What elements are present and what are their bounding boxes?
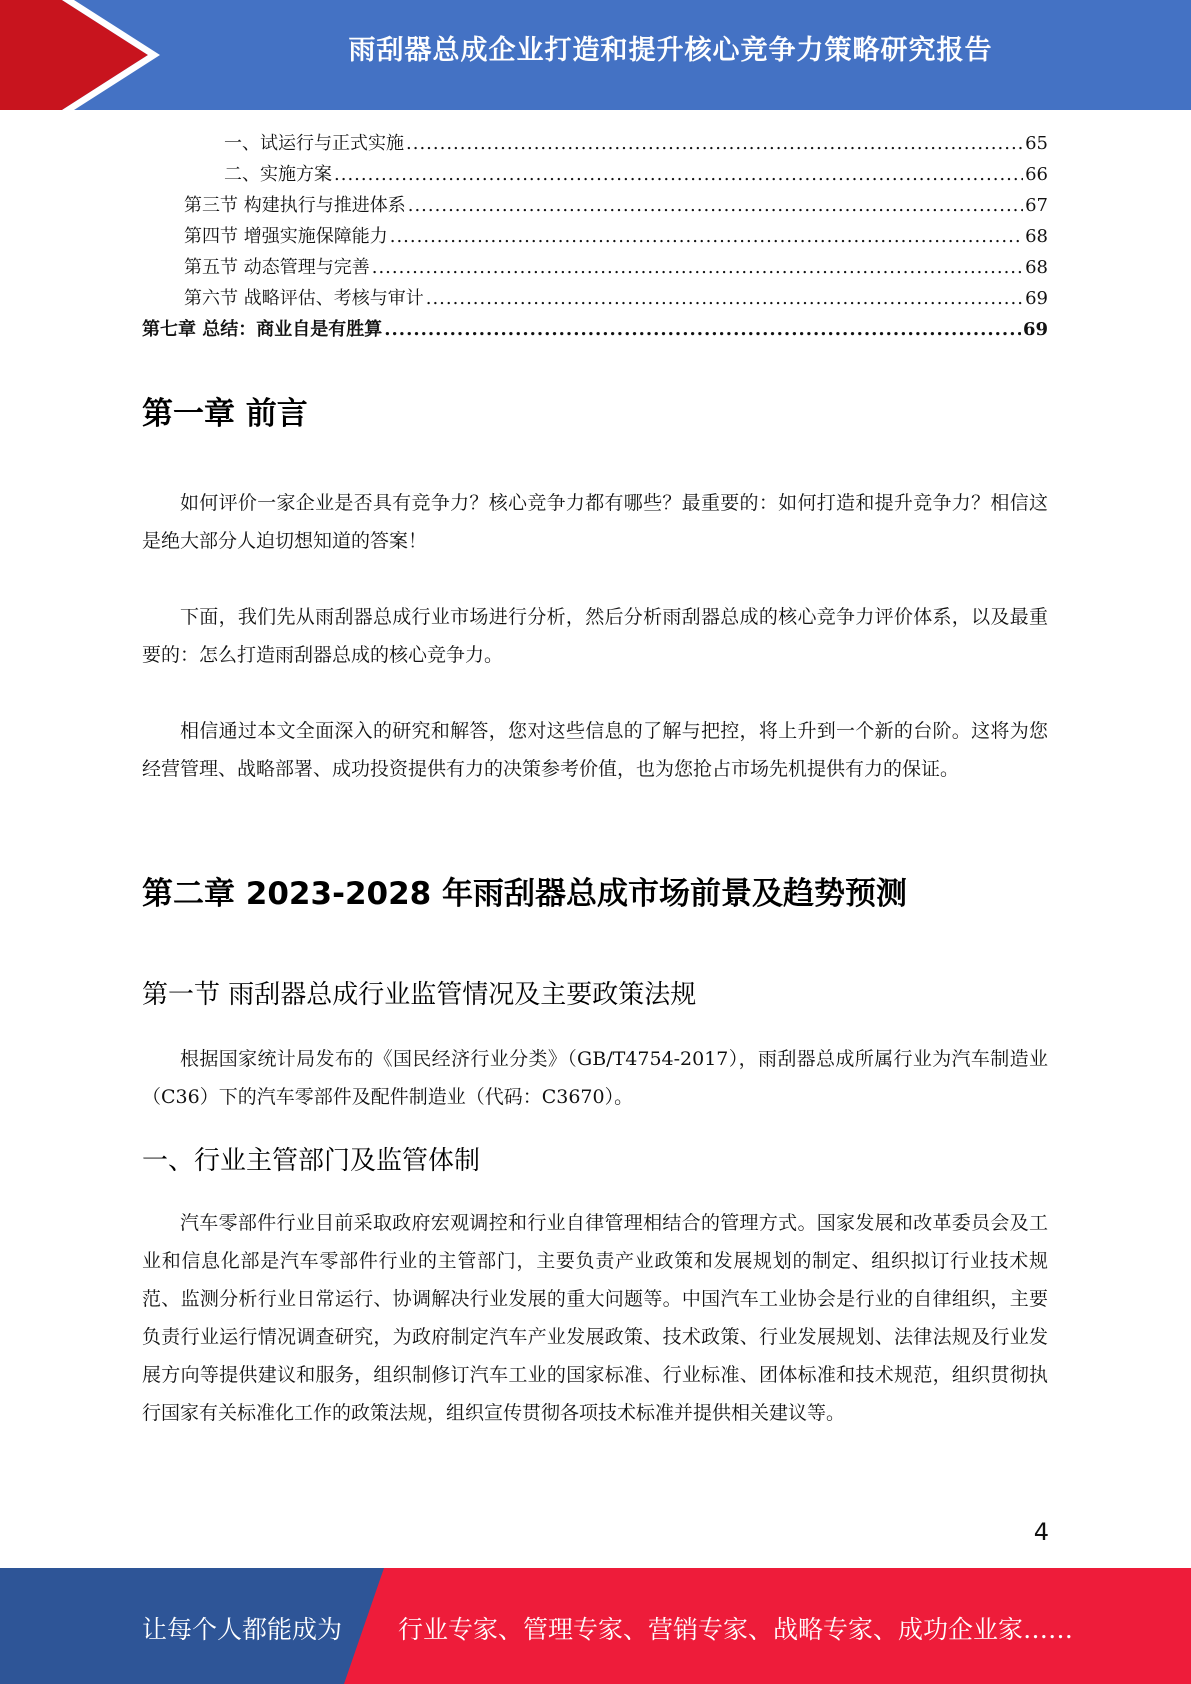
toc-entry-page: 67: [1025, 195, 1048, 216]
page-footer: [0, 1568, 1191, 1684]
toc-entry-title: 一、试运行与正式实施: [224, 133, 404, 154]
toc-entry-page: 65: [1025, 133, 1048, 154]
toc-entry[interactable]: [142, 221, 1048, 252]
toc-entry[interactable]: [142, 190, 1048, 221]
toc-entry[interactable]: [142, 252, 1048, 283]
toc-dot-leader: [406, 128, 1023, 159]
toc-entry[interactable]: [142, 314, 1048, 345]
toc-entry-page: 68: [1025, 226, 1048, 247]
table-of-contents: [142, 128, 1048, 345]
toc-dot-leader: [372, 252, 1023, 283]
paragraph: 下面，我们先从雨刮器总成行业市场进行分析，然后分析雨刮器总成的核心竞争力评价体系，以及最重要的：怎么打造雨刮器总成的核心竞争力。: [142, 606, 1048, 666]
toc-entry-title: 第五节 动态管理与完善: [184, 257, 370, 278]
toc-entry-title: 二、实施方案: [224, 164, 332, 185]
toc-dot-leader: [384, 314, 1021, 345]
toc-entry-title: 第四节 增强实施保障能力: [184, 226, 388, 247]
toc-dot-leader: [390, 221, 1023, 252]
toc-dot-leader: [334, 159, 1023, 190]
toc-entry-page: 68: [1025, 257, 1048, 278]
paragraph: 汽车零部件行业目前采取政府宏观调控和行业自律管理相结合的管理方式。国家发展和改革委员会及工业和信息化部是汽车零部件行业的主管部门，主要负责产业政策和发展规划的制定、组织拟订行业技术规范、监测分析行业日常运行、协调解决行业发展的重大问题等。中国汽车工业协会是行业的自律组织，主要负责行业运行情况调查研究，为政府制定汽车产业发展政策、技术政策、行业发展规划、法律法规及行业发展方向等提供建议和服务，组织制修订汽车工业的国家标准、行业标准、团体标准和技术规范，组织贯彻执行国家有关标准化工作的政策法规，组织宣传贯彻各项技术标准并提供相关建议等。: [142, 1212, 1048, 1424]
toc-entry-title: 第三节 构建执行与推进体系: [184, 195, 406, 216]
footer-slogan-right: 行业专家、管理专家、营销专家、战略专家、成功企业家……: [398, 1615, 1074, 1644]
toc-entry[interactable]: [142, 128, 1048, 159]
section-heading: 第一节 雨刮器总成行业监管情况及主要政策法规: [142, 980, 697, 1010]
toc-entry-title: 第七章 总结：商业自是有胜算: [142, 319, 383, 340]
toc-dot-leader: [408, 190, 1023, 221]
paragraph: 如何评价一家企业是否具有竞争力？核心竞争力都有哪些？最重要的：如何打造和提升竞争力？相信这是绝大部分人迫切想知道的答案！: [142, 492, 1048, 552]
toc-entry[interactable]: [142, 159, 1048, 190]
toc-entry-page: 66: [1025, 164, 1048, 185]
paragraph: 相信通过本文全面深入的研究和解答，您对这些信息的了解与把控，将上升到一个新的台阶。这将为您经营管理、战略部署、成功投资提供有力的决策参考价值，也为您抢占市场先机提供有力的保证。: [142, 720, 1048, 780]
toc-entry-page: 69: [1022, 319, 1048, 340]
footer-slogan-left: 让每个人都能成为: [142, 1615, 343, 1644]
page-header: [0, 0, 1191, 110]
paragraph: 根据国家统计局发布的《国民经济行业分类》（GB/T4754-2017），雨刮器总成所属行业为汽车制造业（C36）下的汽车零部件及配件制造业（代码：C3670）。: [142, 1048, 1048, 1108]
page-number: 4: [1033, 1518, 1049, 1546]
toc-entry-page: 69: [1025, 288, 1048, 309]
toc-dot-leader: [426, 283, 1023, 314]
toc-entry[interactable]: [142, 283, 1048, 314]
report-title: 雨刮器总成企业打造和提升核心竞争力策略研究报告: [348, 35, 993, 66]
toc-entry-title: 第六节 战略评估、考核与审计: [184, 288, 424, 309]
chapter-heading: 第二章 2023-2028 年雨刮器总成市场前景及趋势预测: [142, 876, 908, 912]
subsection-heading: 一、行业主管部门及监管体制: [142, 1146, 481, 1176]
chapter-heading: 第一章 前言: [142, 396, 308, 432]
